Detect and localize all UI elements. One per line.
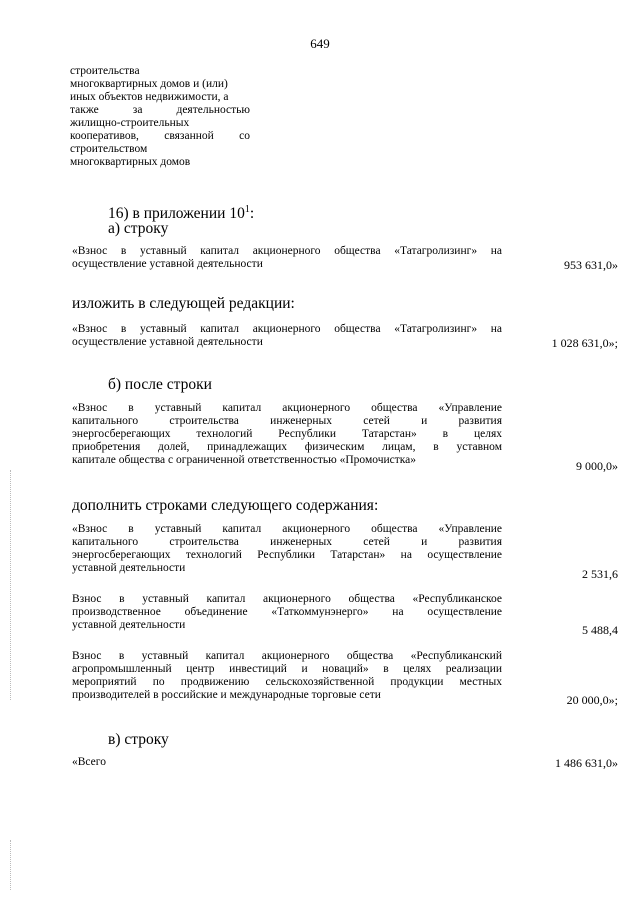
item-16-text: 16) в приложении 10 [108, 205, 245, 223]
entry-line: «Взнос в уставный капитал акционерного общества «Татагролизинг» на [72, 323, 502, 335]
new-entry-1 [72, 523, 502, 575]
entry-line: Взнос в уставный капитал акционерного общества «Республиканский [72, 650, 502, 662]
entry-line: капитального строительства инженерных сетей и развития [72, 415, 502, 427]
entry-a-old [72, 245, 502, 271]
new-entry-2-amount: 5 488,4 [582, 623, 618, 637]
continuation-line: многоквартирных домов и (или) [70, 78, 228, 90]
continuation-line: строительства [70, 65, 140, 77]
entry-a-new-amount: 1 028 631,0»; [551, 336, 618, 350]
entry-line: приобретения долей, принадлежащих физическим лицам, в уставном [72, 441, 502, 453]
entry-line: энергосберегающих технологий Республики Татарстан» на осуществление [72, 549, 502, 561]
total-label: «Всего [72, 756, 106, 768]
item-16-colon: : [249, 205, 255, 223]
entry-line: капитале общества с ограниченной ответственностью «Промочистка» [72, 454, 417, 466]
margin-dotted-line-lower [10, 840, 13, 890]
entry-b-after-amount: 9 000,0» [576, 459, 618, 473]
entry-line: уставной деятельности [72, 619, 186, 631]
entry-line: мероприятий по продвижению сельскохозяйственной продукции местных [72, 676, 502, 688]
continuation-line: кооперативов, связанной со [70, 130, 250, 142]
entry-b-after [72, 402, 502, 467]
new-entry-1-amount: 2 531,6 [582, 567, 618, 581]
page-number: 649 [310, 36, 330, 51]
entry-a-old-amount: 953 631,0» [564, 258, 618, 272]
continuation-line: иных объектов недвижимости, а [70, 91, 229, 103]
total-amount: 1 486 631,0» [555, 756, 618, 770]
entry-a-new [72, 323, 502, 349]
new-entry-3-amount: 20 000,0»; [566, 693, 618, 707]
entry-line: производителей в российские и международные торговые сети [72, 689, 381, 701]
sub-v-heading: в) строку [108, 731, 169, 748]
new-entry-3 [72, 650, 502, 702]
entry-line: Взнос в уставный капитал акционерного общества «Республиканское [72, 593, 502, 605]
entry-line: осуществление уставной деятельности [72, 258, 263, 270]
new-entry-2 [72, 593, 502, 632]
item-16-superscript: 1 [244, 204, 250, 215]
continuation-line: также за деятельностью [70, 104, 250, 116]
entry-line: капитального строительства инженерных сетей и развития [72, 536, 502, 548]
continuation-line: многоквартирных домов [70, 156, 191, 168]
entry-line: «Взнос в уставный капитал акционерного общества «Управление [72, 402, 502, 414]
entry-line: уставной деятельности [72, 562, 186, 574]
entry-line: «Взнос в уставный капитал акционерного общества «Татагролизинг» на [72, 245, 502, 257]
entry-line: агропромышленный центр инвестиций и новаций» в целях реализации [72, 663, 502, 675]
entry-line: «Взнос в уставный капитал акционерного общества «Управление [72, 523, 502, 535]
continuation-line: строительством [70, 143, 148, 155]
continuation-text [70, 65, 250, 169]
entry-line: производственное объединение «Таткоммунэнерго» на осуществление [72, 606, 502, 618]
entry-line: осуществление уставной деятельности [72, 336, 263, 348]
supplement-phrase: дополнить строками следующего содержания: [72, 497, 379, 514]
sub-b-heading: б) после строки [108, 376, 212, 393]
continuation-line: жилищно-строительных [70, 117, 190, 129]
entry-line: энергосберегающих технологий Республики Татарстан» в целях [72, 428, 502, 440]
restate-phrase: изложить в следующей редакции: [72, 295, 295, 312]
margin-dotted-line [10, 470, 13, 700]
sub-a-heading: а) строку [108, 220, 169, 237]
